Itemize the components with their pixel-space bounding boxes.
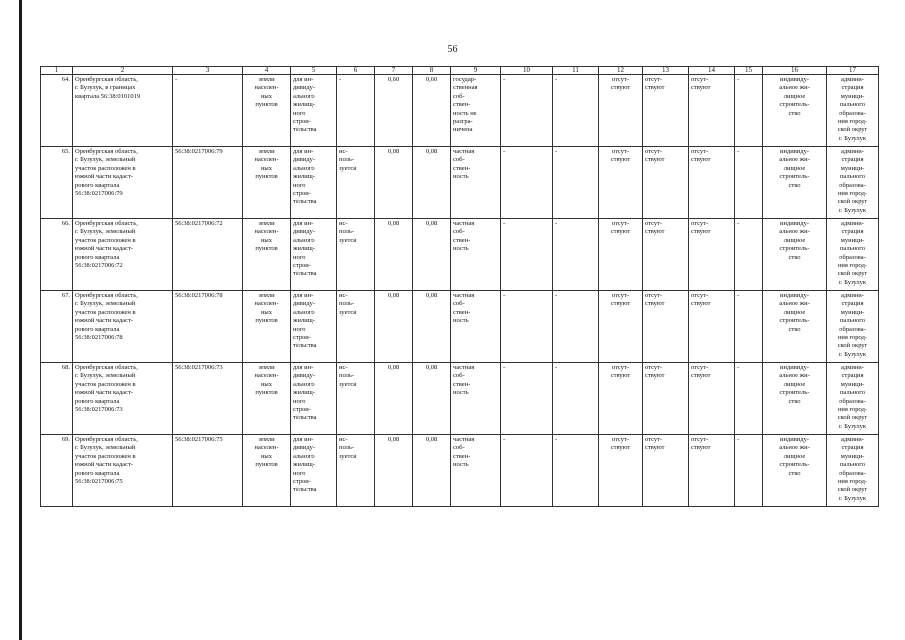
address-cell: [73, 435, 173, 507]
row-number: [41, 147, 73, 219]
usage-status-cell-text: -: [339, 76, 342, 83]
address-cell: [73, 291, 173, 363]
permitted-use-cell: [291, 147, 337, 219]
col11-cell: [553, 219, 599, 291]
col15-cell: [735, 435, 763, 507]
col10-cell: [501, 435, 553, 507]
area-cell: [413, 219, 451, 291]
col15-cell: [735, 75, 763, 147]
col10-cell-text: -: [503, 364, 506, 371]
cadastral-number-cell-text: -: [175, 76, 178, 83]
address-cell-text: Оренбургская область, г. Бузулук, земельный участок расположен в южной части кадаст- рового квартала 56:38:0217006:72: [75, 220, 138, 270]
purpose-cell: [763, 363, 827, 435]
purpose-cell-text: индивиду- альное жи- лищное строитель- ство: [779, 364, 810, 405]
land-category-cell: [243, 363, 291, 435]
address-cell: [73, 75, 173, 147]
col10-cell-text: -: [503, 436, 506, 443]
col-header: 1: [41, 67, 73, 75]
ownership-cell: [451, 147, 501, 219]
area-cell-text: 0,60: [425, 76, 438, 83]
address-cell: [73, 147, 173, 219]
purpose-cell: [763, 75, 827, 147]
col15-cell-text: -: [737, 436, 740, 443]
encumbrance-cell-text: отсут- ствуют: [691, 148, 711, 164]
area-cell: [413, 363, 451, 435]
ownership-cell: [451, 219, 501, 291]
encumbrance-cell: [689, 219, 735, 291]
table-body: [41, 75, 879, 507]
land-category-cell: [243, 219, 291, 291]
col-header: 5: [291, 67, 337, 75]
col-header: 13: [643, 67, 689, 75]
area-cell-text: 0,08: [387, 292, 400, 299]
col15-cell-text: -: [737, 220, 740, 227]
encumbrance-cell: [689, 75, 735, 147]
cadastral-number-cell: [173, 147, 243, 219]
permitted-use-cell-text: для ин- дивиду- ального жилищ- ного строи- тельства: [293, 148, 317, 206]
area-cell-text: 0,08: [425, 292, 438, 299]
administration-cell-text: админи- страция муници- пального образова- ния город- ской округ г. Бузулук: [837, 148, 868, 214]
cadastral-number-cell-text: 56:38:0217006:78: [175, 292, 223, 299]
row-number: [41, 291, 73, 363]
encumbrance-cell: [643, 75, 689, 147]
encumbrance-cell: [599, 291, 643, 363]
encumbrance-cell-text: отсут- ствуют: [691, 436, 711, 452]
encumbrance-cell: [643, 291, 689, 363]
area-cell: [413, 75, 451, 147]
page-edge-rule: [19, 0, 22, 640]
encumbrance-cell: [643, 147, 689, 219]
land-category-cell-text: земли населен- ных пунктов: [254, 220, 279, 253]
address-cell-text: Оренбургская область, г. Бузулук, земельный участок расположен в южной части кадаст- рового квартала 56:38:0217006:79: [75, 148, 138, 198]
column-number-row: [41, 67, 879, 75]
col-header: 4: [243, 67, 291, 75]
encumbrance-cell: [643, 363, 689, 435]
purpose-cell-text: индивиду- альное жи- лищное строитель- ство: [779, 436, 810, 477]
area-cell-text: 0,08: [425, 148, 438, 155]
area-cell: [375, 219, 413, 291]
encumbrance-cell: [689, 291, 735, 363]
col15-cell-text: -: [737, 148, 740, 155]
col11-cell-text: -: [555, 220, 558, 227]
page-number: 56: [447, 44, 458, 55]
col10-cell-text: -: [503, 148, 506, 155]
col-header: 6: [337, 67, 375, 75]
row-number-text: 69.: [61, 436, 70, 443]
col15-cell-text: -: [737, 364, 740, 371]
col-header: 3: [173, 67, 243, 75]
purpose-cell-text: индивиду- альное жи- лищное строитель- ство: [779, 292, 810, 333]
usage-status-cell-text: ис- поль- зуется: [339, 220, 357, 244]
purpose-cell-text: индивиду- альное жи- лищное строитель- ство: [779, 76, 810, 117]
cadastral-number-cell: [173, 219, 243, 291]
area-cell: [375, 75, 413, 147]
purpose-cell: [763, 219, 827, 291]
col11-cell-text: -: [555, 364, 558, 371]
permitted-use-cell-text: для ин- дивиду- ального жилищ- ного строи- тельства: [293, 76, 317, 134]
purpose-cell-text: индивиду- альное жи- лищное строитель- ство: [779, 220, 810, 261]
col15-cell-text: -: [737, 292, 740, 299]
encumbrance-cell-text: отсут- ствуют: [610, 364, 631, 380]
land-category-cell-text: земли населен- ных пунктов: [254, 292, 279, 325]
encumbrance-cell-text: отсут- ствуют: [610, 292, 631, 308]
encumbrance-cell-text: отсут- ствуют: [645, 436, 665, 452]
permitted-use-cell: [291, 291, 337, 363]
administration-cell: [827, 363, 879, 435]
usage-status-cell: [337, 435, 375, 507]
col-header: 2: [73, 67, 173, 75]
ownership-cell-text: частная соб- ствен- ность: [453, 292, 475, 325]
usage-status-cell: [337, 291, 375, 363]
row-number-text: 68.: [61, 364, 70, 371]
table-row: [41, 435, 879, 507]
row-number: [41, 435, 73, 507]
area-cell: [413, 147, 451, 219]
col11-cell-text: -: [555, 76, 558, 83]
col-header: 10: [501, 67, 553, 75]
row-number: [41, 219, 73, 291]
area-cell-text: 0,08: [387, 364, 400, 371]
usage-status-cell: [337, 75, 375, 147]
encumbrance-cell-text: отсут- ствуют: [691, 220, 711, 236]
col10-cell-text: -: [503, 76, 506, 83]
encumbrance-cell: [599, 219, 643, 291]
encumbrance-cell: [599, 363, 643, 435]
permitted-use-cell-text: для ин- дивиду- ального жилищ- ного строи- тельства: [293, 364, 317, 422]
encumbrance-cell-text: отсут- ствуют: [610, 148, 631, 164]
table-row: [41, 75, 879, 147]
col-header: 9: [451, 67, 501, 75]
cadastral-number-cell: [173, 435, 243, 507]
administration-cell-text: админи- страция муници- пального образова- ния город- ской округ г. Бузулук: [837, 220, 868, 286]
permitted-use-cell-text: для ин- дивиду- ального жилищ- ного строи- тельства: [293, 292, 317, 350]
col11-cell-text: -: [555, 436, 558, 443]
area-cell: [375, 363, 413, 435]
land-category-cell: [243, 147, 291, 219]
col-header: 16: [763, 67, 827, 75]
purpose-cell: [763, 147, 827, 219]
permitted-use-cell-text: для ин- дивиду- ального жилищ- ного строи- тельства: [293, 436, 317, 494]
administration-cell-text: админи- страция муници- пального образова- ния город- ской округ г. Бузулук: [837, 364, 868, 430]
col-header: 14: [689, 67, 735, 75]
ownership-cell-text: частная соб- ствен- ность: [453, 148, 475, 181]
col-header: 8: [413, 67, 451, 75]
administration-cell: [827, 291, 879, 363]
usage-status-cell: [337, 363, 375, 435]
row-number-text: 65.: [61, 148, 70, 155]
col11-cell: [553, 363, 599, 435]
encumbrance-cell: [689, 147, 735, 219]
row-number-text: 64.: [61, 76, 70, 83]
col10-cell: [501, 363, 553, 435]
encumbrance-cell: [689, 435, 735, 507]
area-cell: [375, 147, 413, 219]
administration-cell-text: админи- страция муници- пального образова- ния город- ской округ г. Бузулук: [837, 76, 868, 142]
col11-cell-text: -: [555, 148, 558, 155]
row-number-text: 66.: [61, 220, 70, 227]
encumbrance-cell-text: отсут- ствуют: [610, 436, 631, 452]
col10-cell: [501, 219, 553, 291]
row-number: [41, 363, 73, 435]
encumbrance-cell-text: отсут- ствуют: [691, 76, 711, 92]
table-row: [41, 363, 879, 435]
address-cell: [73, 219, 173, 291]
cadastral-number-cell: [173, 75, 243, 147]
encumbrance-cell-text: отсут- ствуют: [645, 76, 665, 92]
table-row: [41, 147, 879, 219]
area-cell: [375, 435, 413, 507]
encumbrance-cell: [643, 435, 689, 507]
row-number: [41, 75, 73, 147]
ownership-cell-text: частная соб- ствен- ность: [453, 220, 475, 253]
encumbrance-cell-text: отсут- ствуют: [645, 148, 665, 164]
land-category-cell-text: земли населен- ных пунктов: [254, 76, 279, 109]
area-cell-text: 0,08: [387, 436, 400, 443]
address-cell-text: Оренбургская область, г. Бузулук, земельный участок расположен в южной части кадаст- рового квартала 56:38:0217006:75: [75, 436, 138, 486]
encumbrance-cell-text: отсут- ствуют: [691, 364, 711, 380]
ownership-cell-text: государ- ственная соб- ствен- ность не разгра- ничена: [453, 76, 478, 134]
encumbrance-cell: [643, 219, 689, 291]
address-cell-text: Оренбургская область, г. Бузулук, в границах квартала 56:38:0101019: [75, 76, 141, 100]
col15-cell: [735, 219, 763, 291]
administration-cell: [827, 219, 879, 291]
administration-cell: [827, 435, 879, 507]
col-header: 7: [375, 67, 413, 75]
col-header: 12: [599, 67, 643, 75]
area-cell-text: 0,60: [387, 76, 400, 83]
address-cell: [73, 363, 173, 435]
permitted-use-cell-text: для ин- дивиду- ального жилищ- ного строи- тельства: [293, 220, 317, 278]
permitted-use-cell: [291, 219, 337, 291]
col11-cell: [553, 435, 599, 507]
col10-cell-text: -: [503, 220, 506, 227]
col11-cell: [553, 291, 599, 363]
area-cell: [413, 435, 451, 507]
table-row: [41, 219, 879, 291]
area-cell: [375, 291, 413, 363]
administration-cell: [827, 75, 879, 147]
usage-status-cell: [337, 219, 375, 291]
land-category-cell: [243, 435, 291, 507]
col15-cell-text: -: [737, 76, 740, 83]
table-row: [41, 291, 879, 363]
administration-cell-text: админи- страция муници- пального образова- ния город- ской округ г. Бузулук: [837, 436, 868, 502]
encumbrance-cell: [689, 363, 735, 435]
cadastral-number-cell-text: 56:38:0217006:73: [175, 364, 223, 371]
col10-cell: [501, 75, 553, 147]
encumbrance-cell-text: отсут- ствуют: [645, 364, 665, 380]
area-cell-text: 0,08: [387, 148, 400, 155]
administration-cell: [827, 147, 879, 219]
area-cell: [413, 291, 451, 363]
cadastral-number-cell-text: 56:38:0217006:72: [175, 220, 223, 227]
land-category-cell: [243, 75, 291, 147]
encumbrance-cell-text: отсут- ствуют: [610, 76, 631, 92]
purpose-cell: [763, 291, 827, 363]
address-cell-text: Оренбургская область, г. Бузулук, земельный участок расположен в южной части кадаст- рового квартала 56:38:0217006:73: [75, 364, 138, 414]
col10-cell: [501, 147, 553, 219]
cadastral-number-cell: [173, 291, 243, 363]
encumbrance-cell-text: отсут- ствуют: [645, 220, 665, 236]
cadastral-number-cell-text: 56:38:0217006:79: [175, 148, 223, 155]
address-cell-text: Оренбургская область, г. Бузулук, земельный участок расположен в южной части кадаст- рового квартала 56:38:0217006:78: [75, 292, 138, 342]
land-category-cell-text: земли населен- ных пунктов: [254, 148, 279, 181]
col15-cell: [735, 363, 763, 435]
ownership-cell-text: частная соб- ствен- ность: [453, 364, 475, 397]
col10-cell: [501, 291, 553, 363]
cadastral-number-cell-text: 56:38:0217006:75: [175, 436, 223, 443]
col-header: 15: [735, 67, 763, 75]
land-category-cell: [243, 291, 291, 363]
col11-cell-text: -: [555, 292, 558, 299]
ownership-cell: [451, 75, 501, 147]
usage-status-cell-text: ис- поль- зуется: [339, 364, 357, 388]
col10-cell-text: -: [503, 292, 506, 299]
col11-cell: [553, 75, 599, 147]
encumbrance-cell-text: отсут- ствуют: [610, 220, 631, 236]
col15-cell: [735, 147, 763, 219]
ownership-cell: [451, 435, 501, 507]
permitted-use-cell: [291, 435, 337, 507]
purpose-cell: [763, 435, 827, 507]
permitted-use-cell: [291, 363, 337, 435]
area-cell-text: 0,08: [425, 220, 438, 227]
permitted-use-cell: [291, 75, 337, 147]
encumbrance-cell-text: отсут- ствуют: [645, 292, 665, 308]
col11-cell: [553, 147, 599, 219]
col15-cell: [735, 291, 763, 363]
encumbrance-cell: [599, 435, 643, 507]
land-plots-table: [40, 66, 879, 507]
col-header: 17: [827, 67, 879, 75]
encumbrance-cell-text: отсут- ствуют: [691, 292, 711, 308]
row-number-text: 67.: [61, 292, 70, 299]
encumbrance-cell: [599, 75, 643, 147]
usage-status-cell-text: ис- поль- зуется: [339, 148, 357, 172]
usage-status-cell-text: ис- поль- зуется: [339, 436, 357, 460]
land-category-cell-text: земли населен- ных пунктов: [254, 364, 279, 397]
ownership-cell-text: частная соб- ствен- ность: [453, 436, 475, 469]
administration-cell-text: админи- страция муници- пального образова- ния город- ской округ г. Бузулук: [837, 292, 868, 358]
area-cell-text: 0,08: [425, 436, 438, 443]
cadastral-number-cell: [173, 363, 243, 435]
usage-status-cell: [337, 147, 375, 219]
land-category-cell-text: земли населен- ных пунктов: [254, 436, 279, 469]
purpose-cell-text: индивиду- альное жи- лищное строитель- ство: [779, 148, 810, 189]
usage-status-cell-text: ис- поль- зуется: [339, 292, 357, 316]
area-cell-text: 0,08: [425, 364, 438, 371]
area-cell-text: 0,08: [387, 220, 400, 227]
encumbrance-cell: [599, 147, 643, 219]
ownership-cell: [451, 363, 501, 435]
ownership-cell: [451, 291, 501, 363]
col-header: 11: [553, 67, 599, 75]
